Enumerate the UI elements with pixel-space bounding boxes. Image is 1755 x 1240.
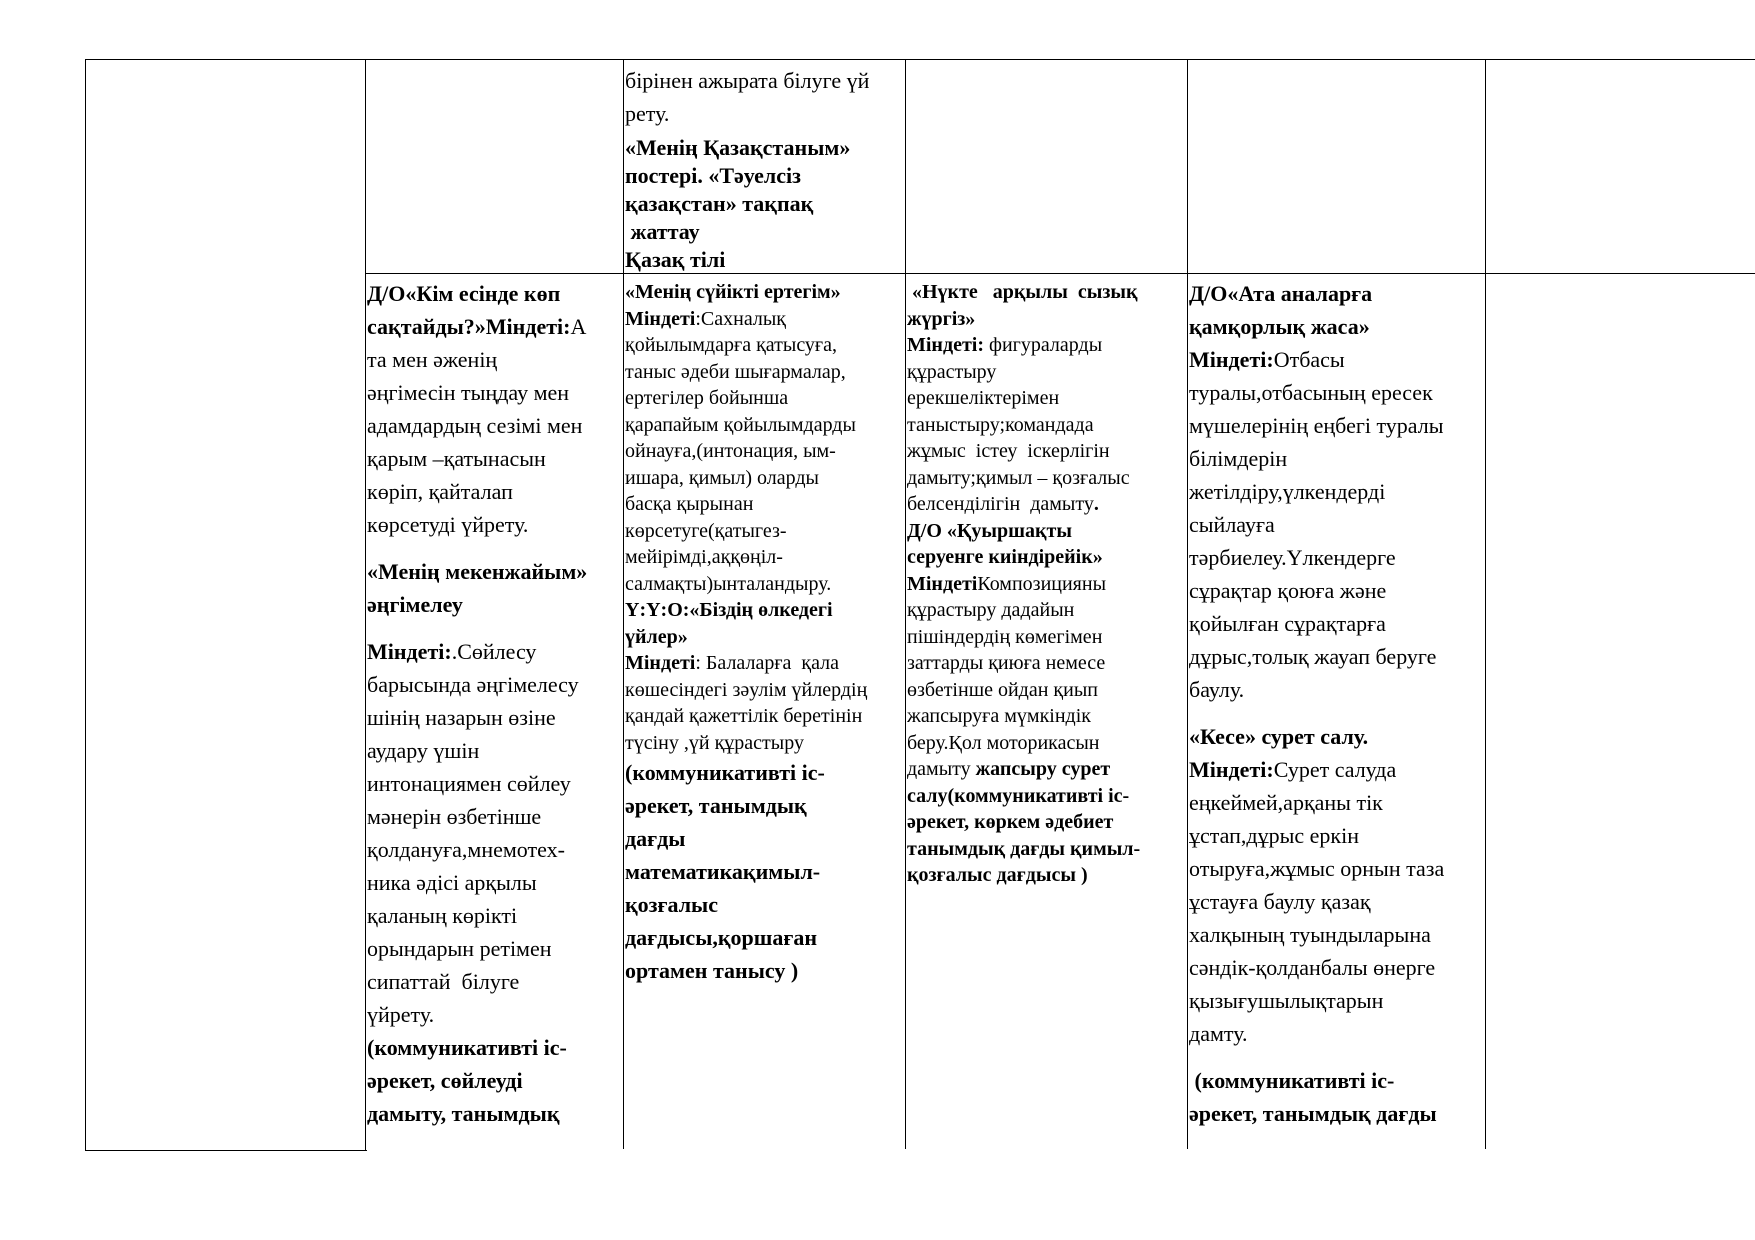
text-line: қызығушылықтарын [1189,988,1384,1013]
text-line: ұстап,дұрыс еркін [1189,823,1359,848]
text-line: . [1093,493,1099,515]
task-label: Міндеті: [907,334,984,356]
text-line: фигураларды [984,334,1103,356]
text-line: көрсетуді үйрету. [367,512,529,537]
task-label: Міндеті [625,307,696,330]
areas-line: әрекет, көркем әдебиет [907,811,1114,833]
text-line: мәнерін өзбетінше [367,804,542,829]
text-line: жетілдіру,үлкендерді [1189,479,1386,504]
text-line: үйрету. [367,1002,435,1027]
text-line: туралы,отбасының ересек [1189,380,1433,405]
text-line: заттарды қиюға немесе [907,652,1106,674]
areas-line: дамыту, танымдық [367,1101,560,1126]
areas-line: дағды [625,826,686,851]
activity-title: қамқорлық жаса» [1189,314,1370,339]
column-divider-1 [365,59,366,1151]
text-line: барысында әңгімелесу [367,672,579,697]
text-line: қарапайым қойылымдарды [625,413,856,436]
text-line: отыруға,жұмыс орнын таза [1189,856,1445,881]
text-line: интонациямен сөйлеу [367,771,571,796]
areas-line: (коммуникативті іс- [625,760,825,785]
text-line: орындарын ретімен [367,936,552,961]
activity-title: «Кесе» сурет салу. [1189,724,1369,749]
row-divider [365,273,1755,274]
subject-label: Қазақ тілі [625,247,726,272]
activity-title: сақтайды?»Міндеті: [367,314,571,339]
text-line: көрсетуге(қатыгез- [625,519,787,542]
text-line: :Сахналық [695,307,787,330]
text-line: сипаттай білуге [367,969,520,994]
activity-title: «Менің сүйікті ертегім» [625,281,841,303]
text-line: рету. [625,101,670,126]
text-line: қандай қажеттілік беретінін [625,705,863,727]
areas-line: қозғалыс дағдысы ) [907,864,1088,886]
text-line: көшесіндегі зәулім үйлердің [625,678,868,701]
text-line: пішіндердің көмегімен [907,625,1103,648]
poster-title-line: қазақстан» тақпақ [625,191,814,216]
activity-title: үйлер» [625,625,688,648]
activity-title: Д/О «Қуыршақты [907,519,1072,542]
text-line: таныс әдеби шығармалар, [625,360,846,383]
text-line: қойылған сұрақтарға [1189,611,1386,636]
text-line: адамдардың сезімі мен [367,413,583,438]
table-top-border [85,59,1755,60]
text-line: халқының туындыларына [1189,922,1431,947]
poster-title-line: жаттау [625,219,700,244]
activity-title: жүргіз» [907,307,976,330]
task-label: Міндеті: [367,639,452,664]
column-divider-4 [1187,59,1188,1149]
row2-col2-cell [367,277,623,1150]
activity-title: Д/О«Кім есінде көп [367,281,561,306]
areas-line: әрекет, танымдық дағды [1189,1101,1437,1126]
areas-line: (коммуникативті іс- [367,1035,567,1060]
text-line: Отбасы [1273,347,1345,372]
text-line: құрастыру дадайын [907,599,1075,621]
activity-title: әңгімелеу [367,592,463,617]
column-divider-3 [905,59,906,1149]
text-line: қаланың көрікті [367,903,518,928]
task-label: Міндеті [625,652,696,674]
text-line: бірінен ажырата білуге үй [625,68,870,93]
text-line: Сурет салуда [1273,757,1397,782]
text-line: әңгімесін тыңдау мен [367,380,570,405]
poster-title-line: постері. «Тәуелсіз [625,163,801,188]
text-line: Композицияны [977,572,1107,595]
text-line: құрастыру [907,360,997,383]
areas-line: дағдысы,қоршаған [625,925,818,950]
column-divider-5 [1485,59,1486,1149]
areas-line: салу(коммуникативті іс- [907,784,1130,807]
activity-title: серуенге киіндірейік» [907,546,1103,568]
text-line: шінің назарын өзіне [367,705,556,730]
text-line: таныстыру;командада [907,413,1094,436]
text-line: мүшелерінің еңбегі туралы [1189,413,1444,438]
text-line: ертегілер бойынша [625,387,789,409]
activity-title: Д/О«Ата аналарға [1189,281,1373,306]
text-line: баулу. [1189,677,1245,702]
areas-line: танымдық дағды қимыл- [907,837,1141,860]
row2-col3-cell [625,279,905,1150]
text-line: түсіну ,үй құрастыру [625,731,804,754]
text-line: беру.Қол моторикасын [907,731,1100,754]
areas-line: ортамен танысу ) [625,958,799,983]
text-line: сыйлауға [1189,512,1275,537]
text-line: салмақты)ынталандыру. [625,572,832,595]
text-line: ишара, қимыл) оларды [625,466,819,489]
text-line: өзбетінше ойдан қиып [907,678,1098,701]
text-line: та мен әженің [367,347,498,372]
activity-title: «Нүкте арқылы сызық [907,281,1138,303]
text-line: дамыту [907,758,976,780]
areas-line: әрекет, танымдық [625,793,807,818]
text-line: тәрбиелеу.Үлкендерге [1189,545,1396,570]
text-line: дұрыс,толық жауап беруге [1189,644,1437,669]
text-line: ника әдісі арқылы [367,870,537,895]
text-line: : Балаларға қала [695,652,840,674]
activity-title: «Менің мекенжайым» [367,559,588,584]
areas-line: математикақимыл- [625,859,821,884]
text-line: білімдерін [1189,446,1288,471]
text-line: еңкеймей,арқаны тік [1189,790,1383,815]
text-line: сұрақтар қоюға және [1189,578,1387,603]
text-line: ұстауға баулу қазақ [1189,889,1371,914]
text-line: аудару үшін [367,738,480,763]
text-line: жұмыс істеу іскерлігін [907,440,1110,462]
text-line: қолдануға,мнемотех- [367,837,565,862]
areas-line: қозғалыс [625,892,718,917]
activity-title: Ү:Ү:О:«Біздің өлкедегі [625,599,833,621]
task-label: Міндеті [907,572,978,595]
text-line: .Сөйлесу [451,639,537,664]
text-line: жапсыруға мүмкіндік [907,705,1092,727]
column-divider-2 [623,59,624,1149]
table-bottom-border-col1 [85,1150,367,1151]
text-line: басқа қырынан [625,493,754,515]
text-line: дамту. [1189,1021,1248,1046]
areas-line: әрекет, сөйлеуді [367,1068,523,1093]
text-line: ойнауға,(интонация, ым- [625,440,836,462]
row2-col5-cell [1189,277,1485,1150]
poster-title-line: «Менің Қазақстаным» [625,135,851,160]
table-left-border [85,59,86,1151]
areas-line: (коммуникативті іс- [1189,1068,1395,1093]
text-line: А [570,314,587,339]
row1-col3-cell [625,64,905,272]
text-line: ерекшеліктерімен [907,387,1060,409]
text-line: жапсыру сурет [975,758,1111,780]
task-label: Міндеті: [1189,757,1274,782]
text-line: қойылымдарға қатысуға, [625,334,838,356]
text-line: сәндік-қолданбалы өнерге [1189,955,1436,980]
task-label: Міндеті: [1189,347,1274,372]
text-line: белсенділігін дамыту [907,493,1094,515]
text-line: қарым –қатынасын [367,446,546,471]
text-line: мейірімді,аққөңіл- [625,546,783,568]
row2-col4-cell [907,279,1187,1150]
text-line: дамыту;қимыл – қозғалыс [907,466,1130,489]
text-line: көріп, қайталап [367,479,513,504]
